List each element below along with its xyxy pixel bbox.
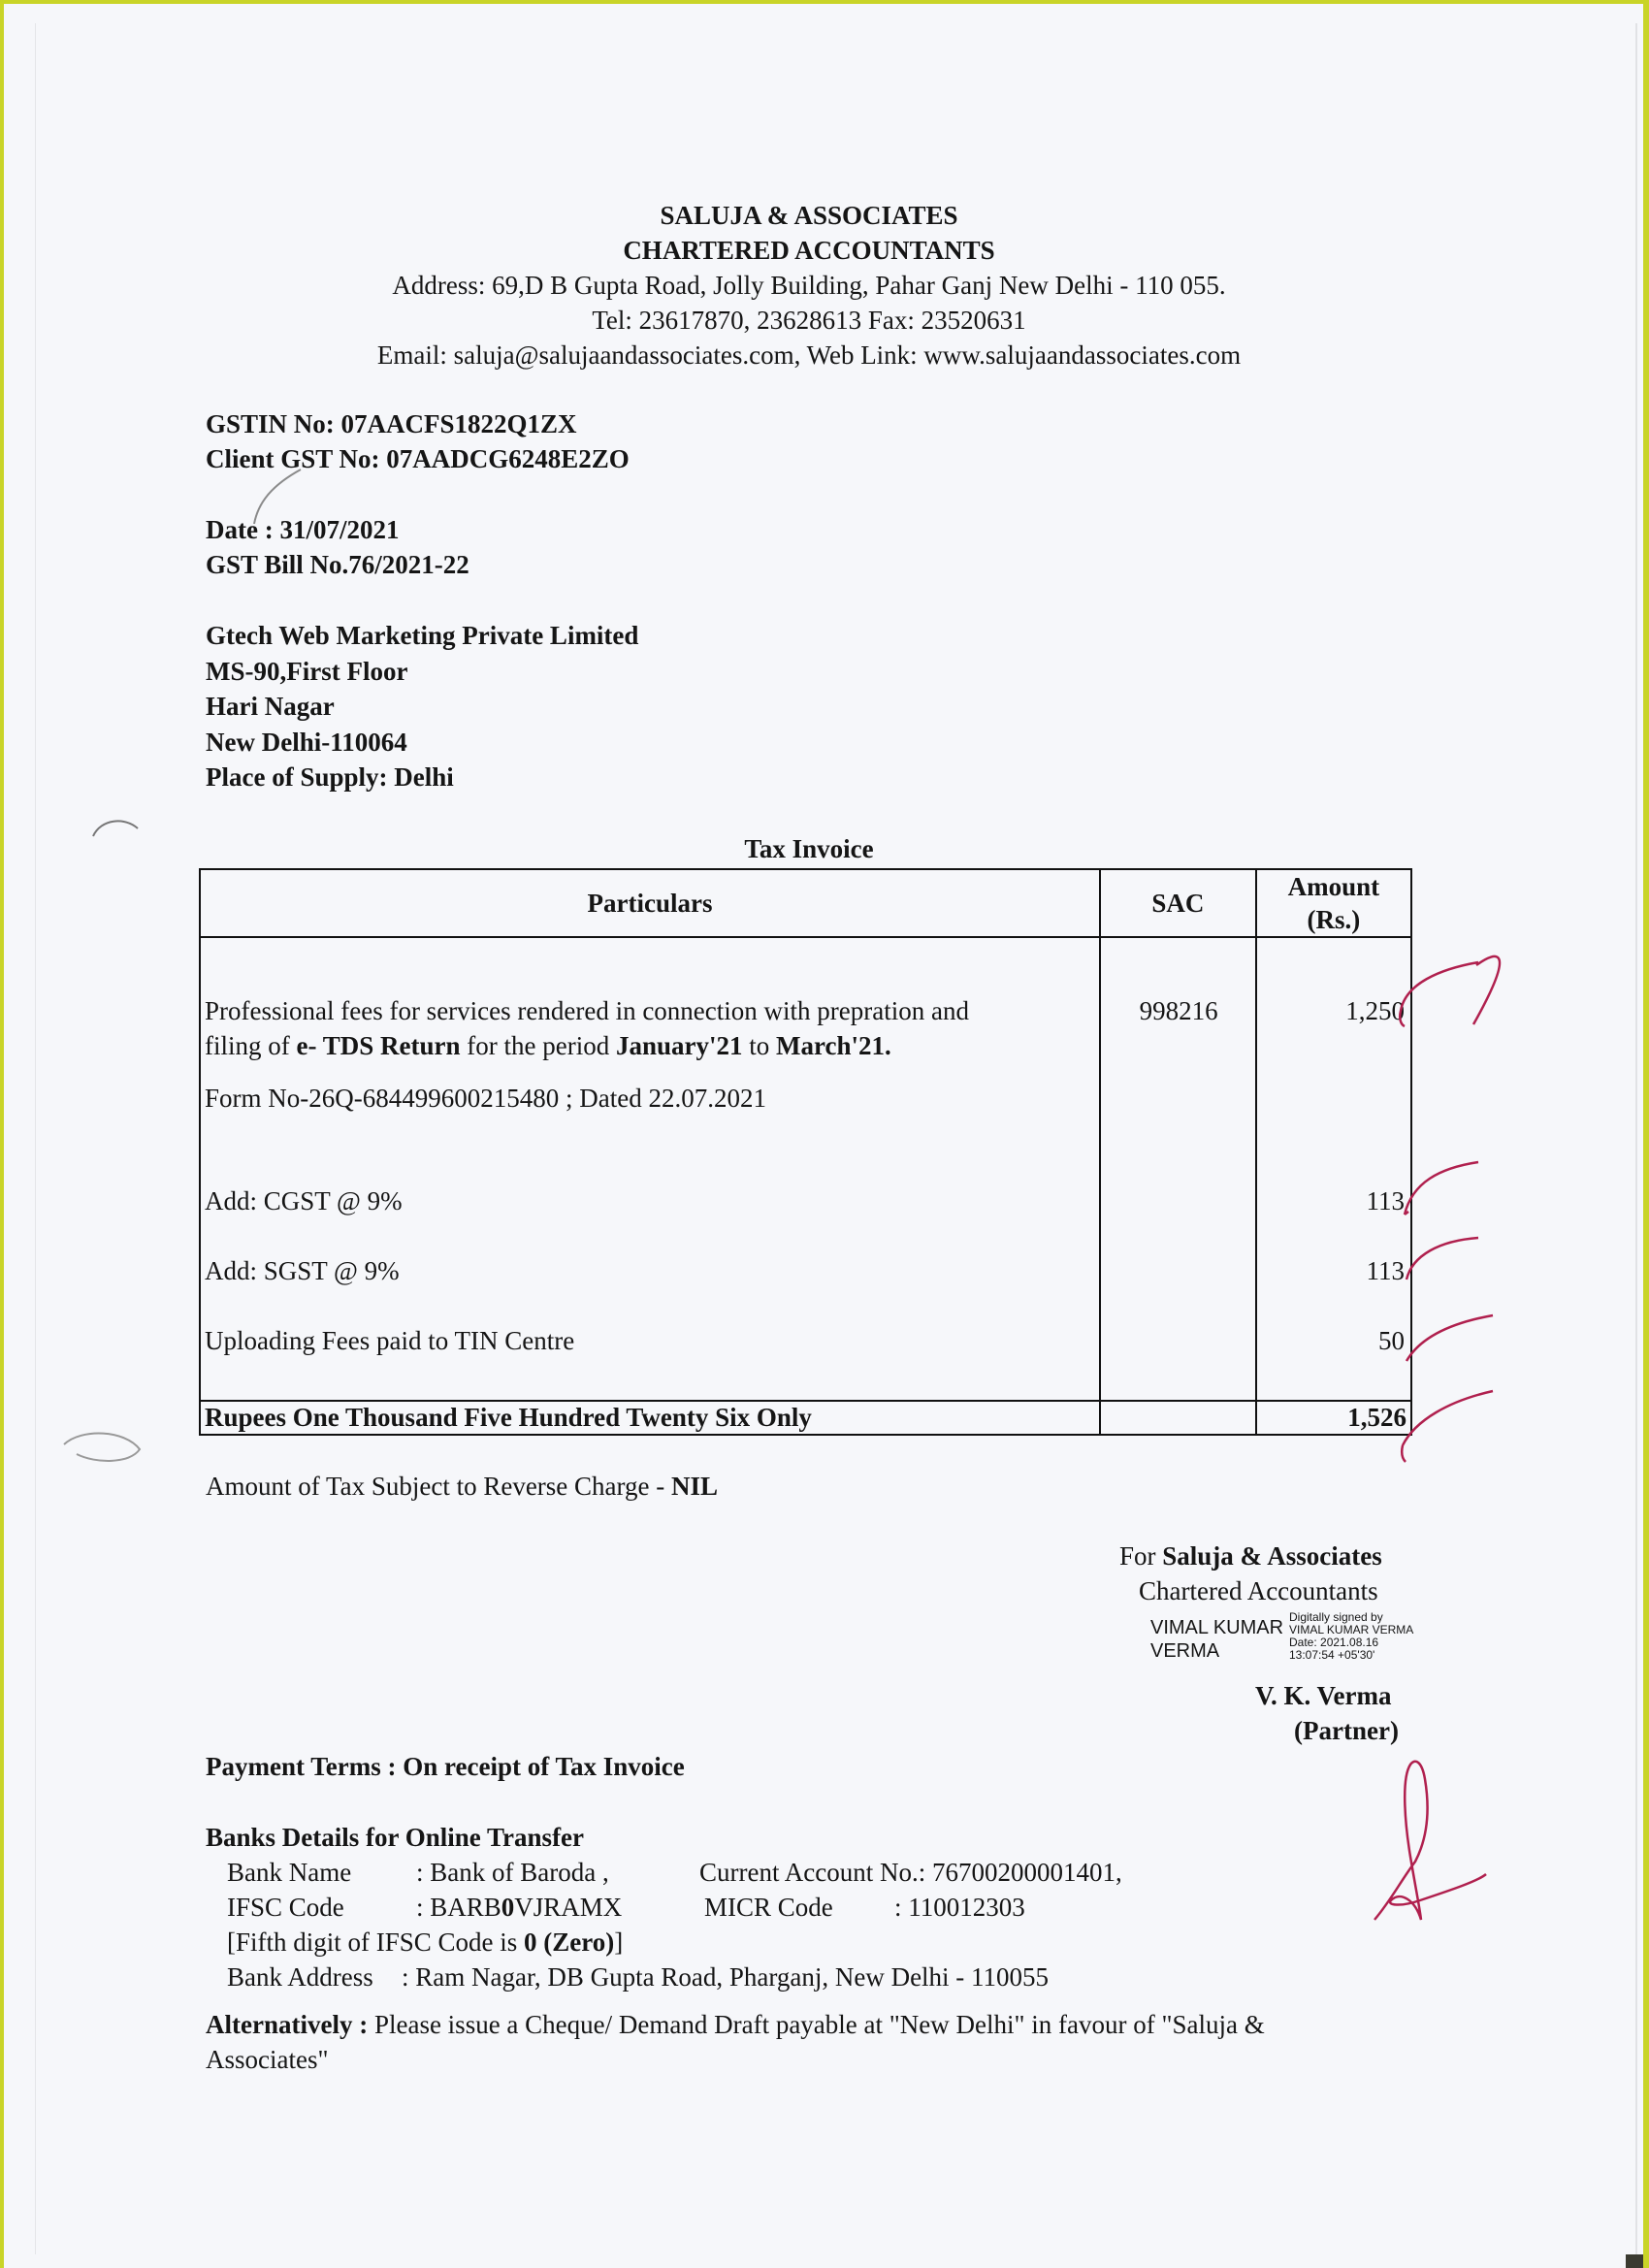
client-gst-number: Client GST No: 07AADCG6248E2ZO <box>206 444 630 473</box>
reverse-charge-note <box>206 1472 718 1502</box>
total-in-words: Rupees One Thousand Five Hundred Twenty Six Only <box>200 1401 1100 1435</box>
line-item-amount: 50 <box>1378 1326 1405 1355</box>
line-item-amount: 113 <box>1366 1186 1405 1215</box>
ds-line: Date: 2021.08.16 <box>1289 1636 1379 1649</box>
for-firm-name: Saluja & Associates <box>1162 1541 1382 1571</box>
client-address-line2: Hari Nagar <box>206 692 335 721</box>
invoice-title: Tax Invoice <box>744 834 874 863</box>
service-description-line2 <box>205 1031 891 1061</box>
firm-type: CHARTERED ACCOUNTANTS <box>623 236 995 265</box>
service-sac-code: 998216 <box>1139 996 1218 1025</box>
text-segment: to <box>742 1031 777 1060</box>
ifsc-label: IFSC Code <box>227 1893 344 1922</box>
header-sac: SAC <box>1100 869 1256 937</box>
service-name: e- TDS Return <box>296 1031 461 1060</box>
digital-signature-details <box>1289 1611 1413 1662</box>
line-item-amount: 113 <box>1366 1256 1405 1285</box>
total-amount: 1,526 <box>1256 1401 1411 1435</box>
ifsc-value <box>416 1893 622 1923</box>
header-amount-label: Amount <box>1287 872 1380 901</box>
service-description-line1: Professional fees for services rendered in connection with prepration and <box>205 996 969 1025</box>
handwritten-signature <box>1374 1762 1486 1920</box>
firm-address: Address: 69,D B Gupta Road, Jolly Building, Pahar Ganj New Delhi - 110 055. <box>392 271 1226 300</box>
bill-number: GST Bill No.76/2021-22 <box>206 550 469 579</box>
scan-corner <box>1626 2254 1643 2268</box>
line-item-label: Uploading Fees paid to TIN Centre <box>205 1326 575 1355</box>
invoice-date: Date : 31/07/2021 <box>206 515 400 544</box>
bank-address-value: : Ram Nagar, DB Gupta Road, Pharganj, New Delhi - 110055 <box>402 1962 1050 1992</box>
alternative-label: Alternatively : <box>206 2010 369 2039</box>
header-amount <box>1256 869 1411 937</box>
signature-designation: Chartered Accountants <box>1139 1576 1378 1605</box>
service-amount: 1,250 <box>1345 996 1405 1025</box>
table-body-row <box>200 937 1411 1401</box>
amount-cell <box>1256 937 1411 1401</box>
table-total-row <box>200 1401 1411 1435</box>
firm-phone-fax: Tel: 23617870, 23628613 Fax: 23520631 <box>592 306 1026 335</box>
scan-edge-right <box>1635 23 1637 2254</box>
check-mark <box>1473 956 1500 1024</box>
firm-name: SALUJA & ASSOCIATES <box>660 201 958 230</box>
signer-name-line2: VERMA <box>1150 1640 1220 1662</box>
client-address-line1: MS-90,First Floor <box>206 657 408 686</box>
partner-role: (Partner) <box>1294 1716 1399 1745</box>
partner-name: V. K. Verma <box>1255 1681 1392 1710</box>
bank-name-value: : Bank of Baroda , <box>416 1858 609 1887</box>
total-sac-empty <box>1100 1401 1256 1435</box>
line-item-label: Add: CGST @ 9% <box>205 1186 403 1215</box>
text-segment: : BARB <box>416 1893 501 1922</box>
client-name: Gtech Web Marketing Private Limited <box>206 621 639 650</box>
signer-name-line1: VIMAL KUMAR <box>1150 1617 1284 1638</box>
period-end: March'21. <box>776 1031 891 1060</box>
period-start: January'21 <box>615 1031 743 1060</box>
sac-cell <box>1100 937 1256 1401</box>
punch-hole-mark <box>64 1434 140 1461</box>
place-of-supply: Place of Supply: Delhi <box>206 762 454 792</box>
text-segment: ] <box>614 1928 624 1957</box>
micr-value: : 110012303 <box>894 1893 1025 1922</box>
invoice-table <box>199 868 1412 1436</box>
client-address-line3: New Delhi-110064 <box>206 728 407 757</box>
digital-signer-name <box>1150 1616 1283 1663</box>
for-prefix: For <box>1119 1541 1163 1571</box>
bank-address-label: Bank Address <box>227 1962 373 1992</box>
invoice-page <box>4 4 1643 2268</box>
alternative-text: Please issue a Cheque/ Demand Draft payable at "New Delhi" in favour of "Saluja & <box>368 2010 1265 2039</box>
alternative-payment-line2: Associates" <box>206 2045 329 2074</box>
form-reference: Form No-26Q-684499600215480 ; Dated 22.07.2021 <box>205 1084 766 1113</box>
text-segment: VJRAMX <box>514 1893 623 1922</box>
firm-email-web: Email: saluja@salujaandassociates.com, Web Link: www.salujaandassociates.com <box>376 340 1242 370</box>
alternative-payment-line1 <box>206 2010 1265 2040</box>
check-mark <box>1405 1162 1478 1215</box>
gstin-number: GSTIN No: 07AACFS1822Q1ZX <box>206 409 577 438</box>
header-particulars: Particulars <box>200 869 1100 937</box>
bank-details-heading: Banks Details for Online Transfer <box>206 1823 585 1852</box>
text-segment: [Fifth digit of IFSC Code is <box>227 1928 525 1957</box>
payment-terms: Payment Terms : On receipt of Tax Invoice <box>206 1752 685 1781</box>
bank-name-label: Bank Name <box>227 1858 352 1887</box>
micr-label: MICR Code <box>704 1893 833 1922</box>
check-mark <box>1406 1315 1493 1361</box>
check-mark <box>1402 1391 1493 1462</box>
reverse-charge-value: NIL <box>671 1472 719 1501</box>
table-header-row <box>200 869 1411 937</box>
ds-line: 13:07:54 +05'30' <box>1289 1648 1375 1662</box>
bank-account-number: Current Account No.: 76700200001401, <box>699 1858 1122 1887</box>
ifsc-zero-digit: 0 <box>501 1893 515 1922</box>
signature-for-firm <box>1119 1541 1382 1571</box>
ds-line: VIMAL KUMAR VERMA <box>1289 1623 1414 1636</box>
header-amount-unit: (Rs.) <box>1307 905 1361 934</box>
reverse-charge-label: Amount of Tax Subject to Reverse Charge - <box>206 1472 672 1501</box>
ds-line: Digitally signed by <box>1289 1610 1383 1624</box>
line-item-label: Add: SGST @ 9% <box>205 1256 400 1285</box>
ifsc-note <box>227 1928 623 1958</box>
ifsc-note-emphasis: 0 (Zero) <box>524 1928 615 1957</box>
text-segment: filing of <box>205 1031 297 1060</box>
check-mark <box>1406 1238 1478 1280</box>
particulars-cell <box>200 937 1100 1401</box>
text-segment: for the period <box>460 1031 616 1060</box>
